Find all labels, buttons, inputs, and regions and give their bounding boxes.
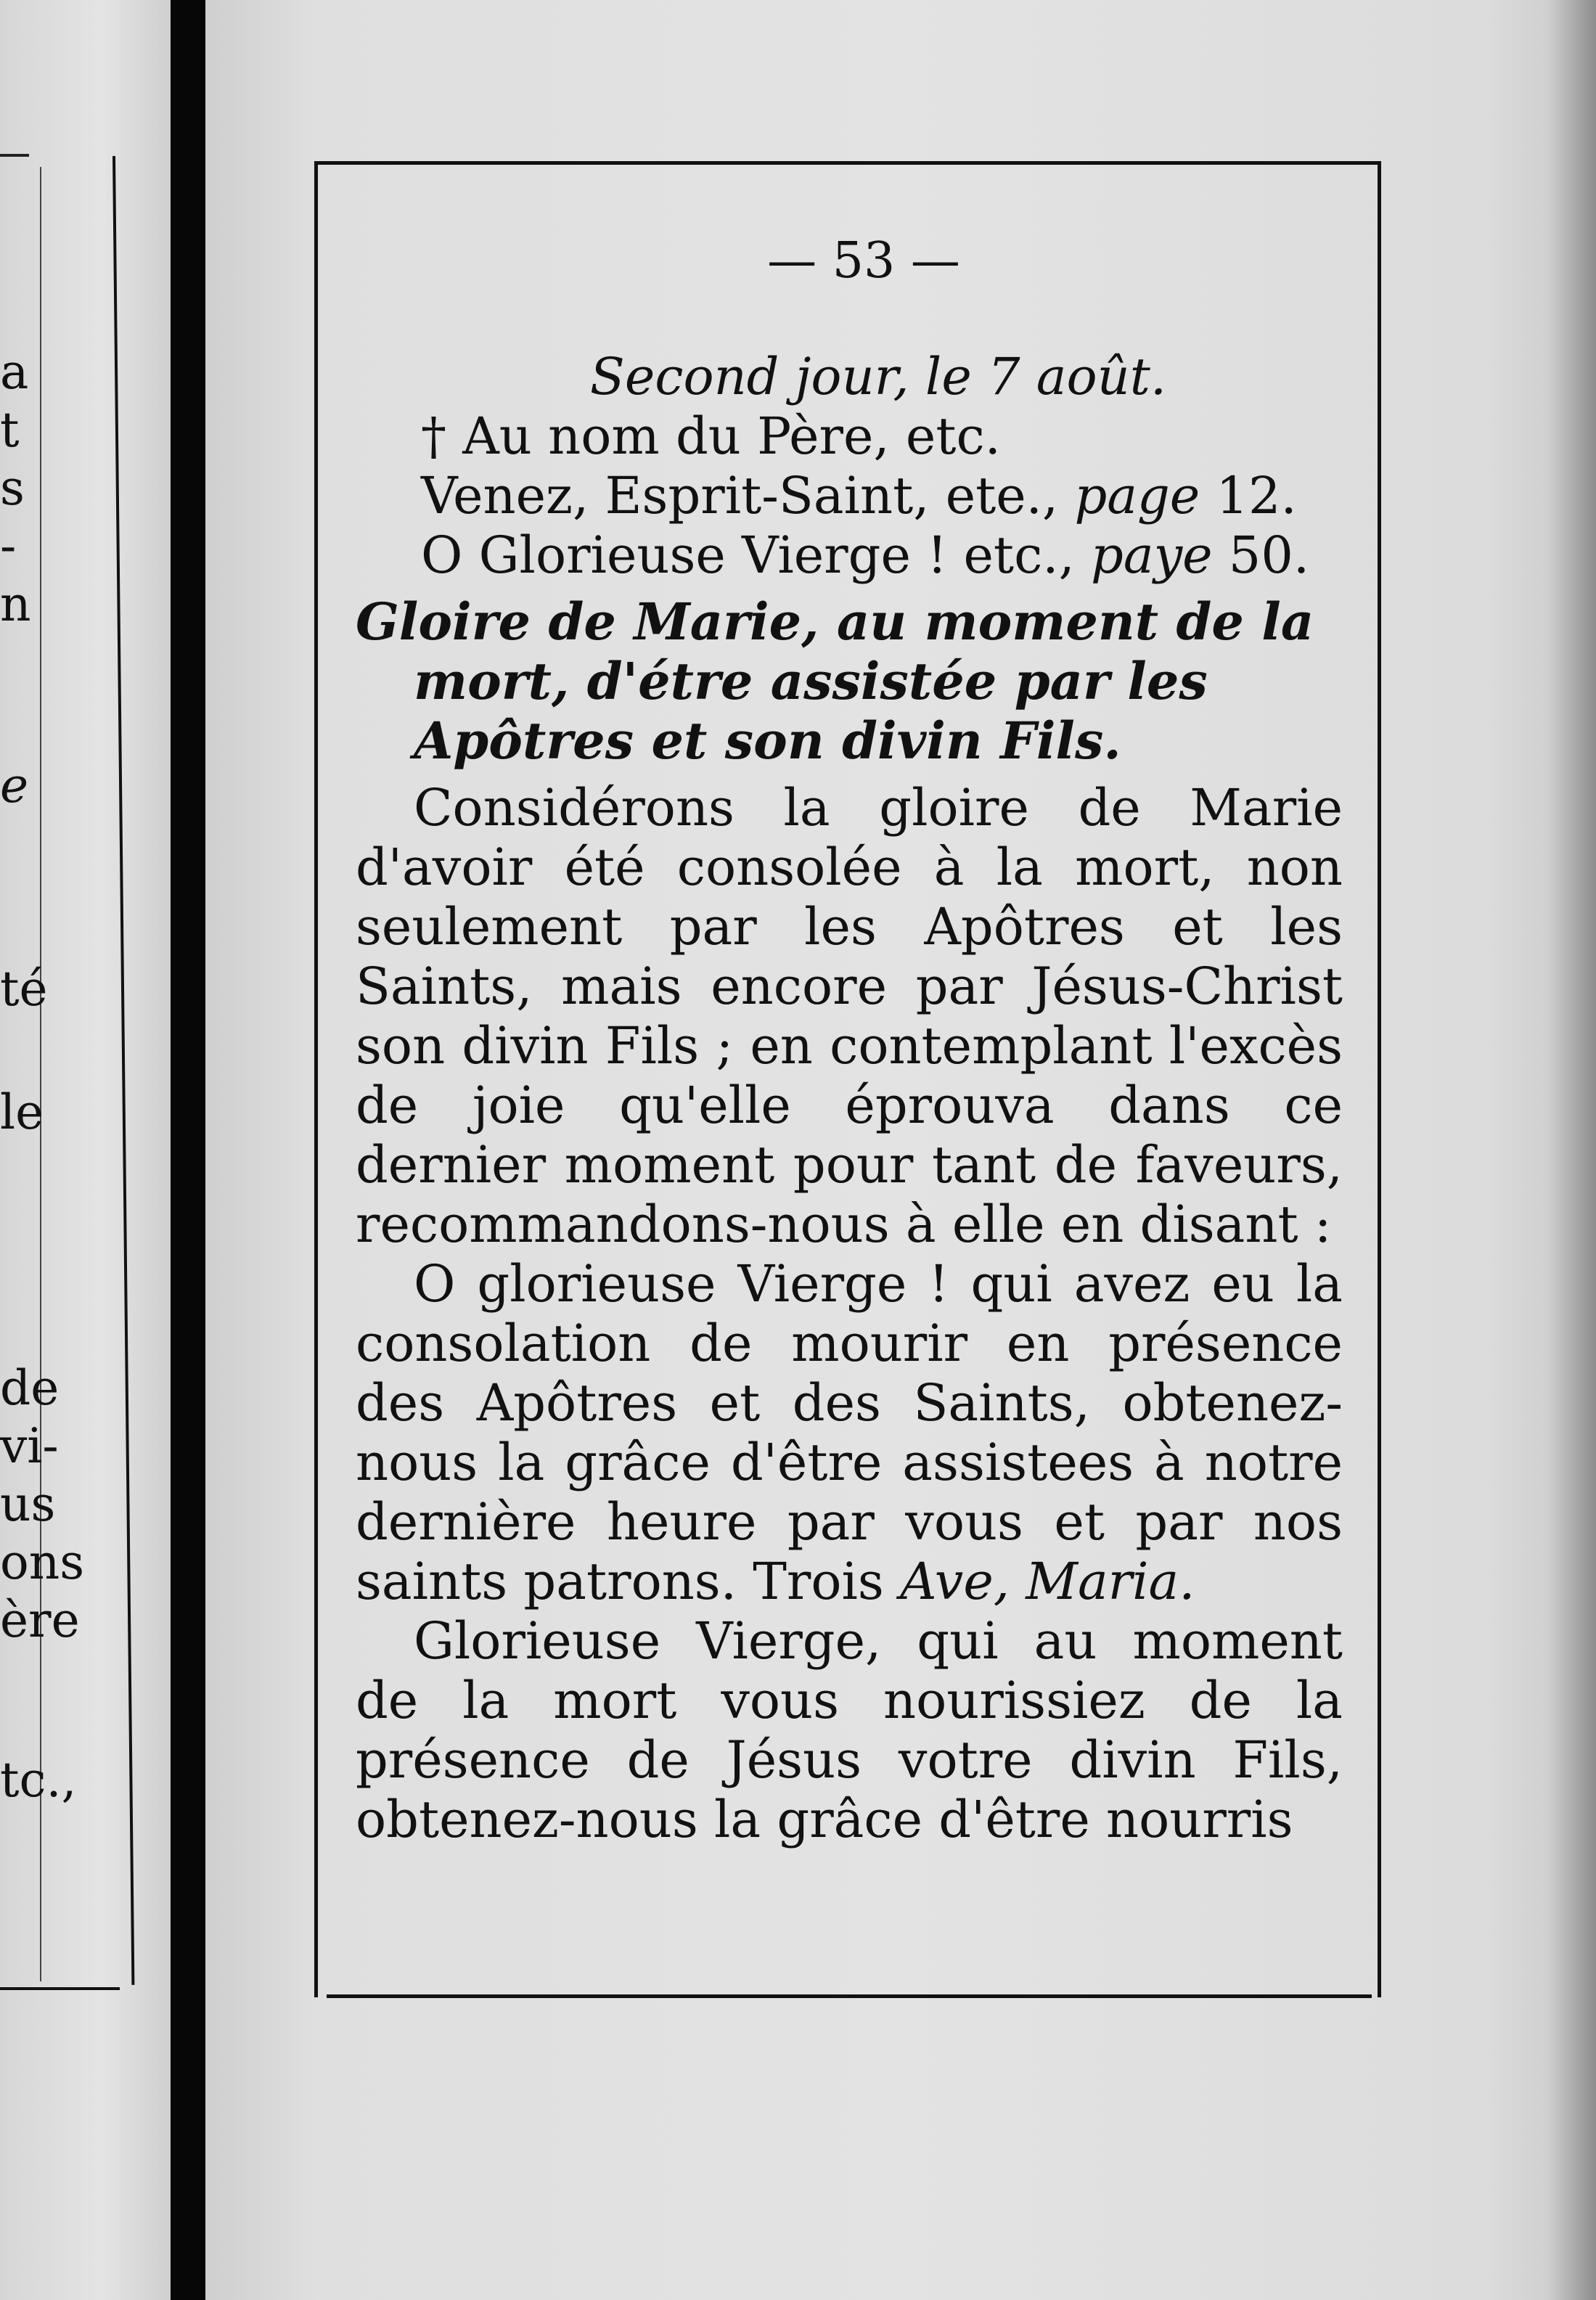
paragraph-prayer — [356, 1254, 1343, 1611]
left-fragment: tc., — [0, 1752, 77, 1808]
text-block — [356, 232, 1343, 1849]
invocation-line — [356, 525, 1343, 585]
left-fragment: us — [0, 1476, 56, 1532]
book-spine — [171, 0, 205, 2300]
invocation-line — [356, 466, 1343, 525]
left-fragment: té — [0, 961, 48, 1017]
left-inner-line — [40, 167, 41, 1981]
page-label: paye — [1091, 525, 1213, 585]
meditation-title-line: Apôtres et son divin Fils. — [414, 711, 1121, 771]
day-heading: Second jour, le 7 août. — [589, 347, 1167, 406]
invocation-line — [356, 406, 1343, 466]
left-frame-bottom — [0, 1987, 120, 1990]
meditation-title-line: Gloire de Marie, au moment de la — [356, 592, 1314, 652]
prayer-italic-end: Ave, Maria. — [900, 1552, 1195, 1611]
paragraph-consideration: Considérons la gloire de Marie d'avoir été consolée à la mort, non seulement par les Apôtres et les Saints, mais encore par Jésus-Christ son divin Fils ; en contemplant l'excès de joie qu'elle éprouva dans ce dernier moment pour tant de faveurs, recommandons-nous à elle en disant : — [356, 778, 1343, 1254]
page-frame-bottom — [327, 1994, 1372, 1998]
invocation-text: † Au nom du Père, etc. — [421, 406, 1001, 466]
prayer-text: O glorieuse Vierge ! qui avez eu la consolation de mourir en présence des Apôtres et des Saints, obtenez-nous la grâce d'être assistees à notre dernière heure par vous et par nos saints patrons. Trois — [356, 1254, 1343, 1611]
invocation-text: Venez, Esprit-Saint, ete., — [421, 466, 1075, 525]
page-label: page — [1074, 466, 1200, 525]
left-fragment: ons — [0, 1534, 85, 1590]
left-fragment: vi- — [0, 1418, 59, 1474]
left-fragment: de — [0, 1360, 60, 1416]
left-fragment: e — [0, 758, 29, 814]
invocation-text: O Glorieuse Vierge ! etc., — [421, 525, 1092, 585]
left-fragment: le — [0, 1084, 44, 1140]
left-fragment: s — [0, 460, 25, 516]
page-edge — [1545, 0, 1596, 2300]
page-ref: 50. — [1212, 525, 1310, 585]
left-frame-top — [0, 154, 29, 157]
left-page — [0, 0, 171, 2300]
left-fragment: ère — [0, 1592, 80, 1648]
left-fragment: t — [0, 402, 20, 458]
left-frame-right — [112, 156, 134, 1985]
page-number: — 53 — — [767, 232, 960, 290]
left-fragment: - — [0, 518, 17, 574]
left-fragment: a — [0, 344, 29, 400]
paragraph-prayer-2: Glorieuse Vierge, qui au moment de la mort vous nourissiez de la présence de Jésus votre divin Fils, obtenez-nous la grâce d'être nourris — [356, 1611, 1343, 1849]
meditation-title — [356, 592, 1343, 771]
meditation-title-line: mort, d'étre assistée par les — [414, 651, 1208, 711]
left-fragment: n — [0, 576, 31, 632]
page-ref: 12. — [1200, 466, 1297, 525]
